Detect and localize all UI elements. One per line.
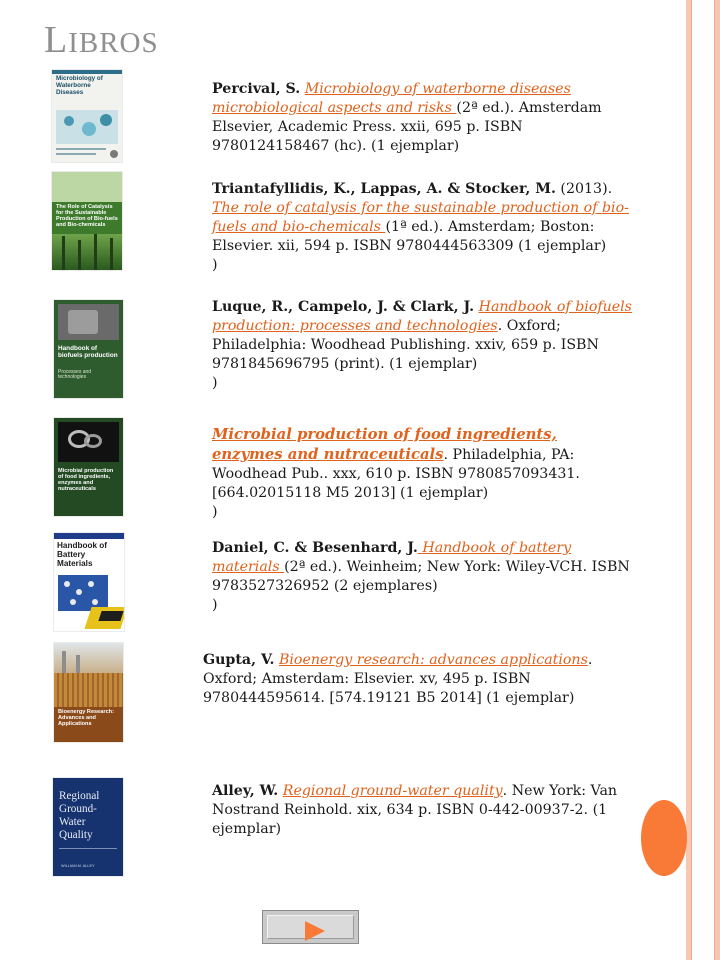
- book-5-close: ): [212, 597, 218, 613]
- book-cover-1: [52, 70, 122, 162]
- book-7-author: Alley, W.: [212, 783, 279, 799]
- title-initial: L: [44, 19, 69, 61]
- book-cover-1-title: Microbiology of Waterborne Diseases: [56, 75, 103, 96]
- book-2-link[interactable]: The role of catalysis for the sustainable production of bio-fuels and bio-chemicals: [212, 200, 629, 235]
- book-5-link[interactable]: Handbook of battery materials: [212, 540, 572, 575]
- next-slide-button[interactable]: [262, 910, 359, 944]
- book-7-details: . New York: Van Nostrand Reinhold. xix, 634 p. ISBN 0-442-00937-2. (1 ejemplar): [212, 783, 618, 837]
- book-cover-5-title: Handbook of Battery Materials: [57, 541, 108, 568]
- book-entry-3: [212, 298, 632, 393]
- book-7-link[interactable]: Regional ground-water quality: [282, 783, 503, 799]
- book-1-link[interactable]: Microbiology of waterborne diseases microbiological aspects and risks: [212, 81, 571, 116]
- book-2-author: Triantafyllidis, K., Lappas, A. & Stocker, M.: [212, 181, 556, 197]
- book-6-link[interactable]: Bioenergy research: advances applications: [278, 652, 588, 668]
- book-cover-2: [52, 172, 122, 270]
- book-entry-6: [203, 651, 623, 708]
- book-1-author: Percival, S.: [212, 81, 301, 97]
- book-6-author: Gupta, V.: [203, 652, 275, 668]
- orange-oval-decoration: [641, 800, 687, 876]
- book-cover-6-title: Bioenergy Research: Advances and Applications: [58, 709, 114, 728]
- book-3-author: Luque, R., Campelo, J. & Clark, J.: [212, 299, 475, 315]
- book-cover-2-title: The Role of Catalysis for the Sustainable Production of Bio-fuels and Bio-chemicals: [56, 204, 118, 229]
- book-cover-7-title: Regional Ground-Water Quality: [59, 790, 100, 841]
- book-2-year: (2013).: [555, 181, 613, 197]
- book-cover-3-subtitle: Processes and technologies: [58, 369, 92, 381]
- book-cover-3: [54, 300, 123, 398]
- book-cover-7-byline: WILLIAM M. ALLEY: [61, 864, 95, 868]
- book-3-close: ): [212, 375, 218, 391]
- triangle-right-icon: [305, 921, 325, 941]
- book-4-link[interactable]: Microbial production of food ingredients, enzymes and nutraceuticals: [212, 426, 557, 463]
- book-entry-4: [212, 425, 632, 522]
- book-cover-3-title: Handbook of biofuels production: [58, 345, 118, 359]
- book-4-details: . Philadelphia, PA: Woodhead Pub.. xxx, 610 p. ISBN 9780857093431. [664.02015118 M5 2013] (1 ejemplar): [212, 447, 580, 501]
- book-4-close: ): [212, 504, 218, 520]
- book-cover-6: [54, 643, 123, 742]
- book-6-details: . Oxford; Amsterdam: Elsevier. xv, 495 p. ISBN 9780444595614. [574.19121 B5 2014] (1 ejemplar): [203, 652, 593, 706]
- book-2-close: ): [212, 257, 218, 273]
- book-5-details: (2ª ed.). Weinheim; New York: Wiley-VCH. ISBN 9783527326952 (2 ejemplares): [212, 559, 630, 594]
- next-slide-button-face: [267, 915, 354, 939]
- book-entry-2: [212, 180, 632, 275]
- book-3-link[interactable]: Handbook of biofuels production: processes and technologies: [212, 299, 632, 334]
- title-rest: IBROS: [68, 27, 159, 59]
- book-2-details: (1ª ed.). Amsterdam; Boston: Elsevier. xii, 594 p. ISBN 9780444563309 (1 ejemplar): [212, 219, 607, 254]
- book-entry-7: [212, 782, 637, 839]
- book-entry-1: [212, 80, 632, 156]
- book-1-details: (2ª ed.). Amsterdam Elsevier, Academic Press. xxii, 695 p. ISBN 9780124158467 (hc). (1 ejemplar): [212, 100, 602, 154]
- book-entry-5: [212, 539, 632, 615]
- book-3-details: . Oxford; Philadelphia: Woodhead Publishing. xxiv, 659 p. ISBN 9781845696795 (print). (1 ejemplar): [212, 318, 599, 372]
- book-cover-5: [54, 533, 124, 631]
- book-cover-7: [53, 778, 123, 876]
- slide-title: [44, 18, 159, 62]
- right-border-stripe: [691, 0, 715, 960]
- book-5-author: Daniel, C. & Besenhard, J.: [212, 540, 418, 556]
- book-cover-4-title: Microbial production of food ingredients, enzymes and nutraceuticals: [58, 468, 114, 493]
- book-cover-4: [54, 418, 123, 516]
